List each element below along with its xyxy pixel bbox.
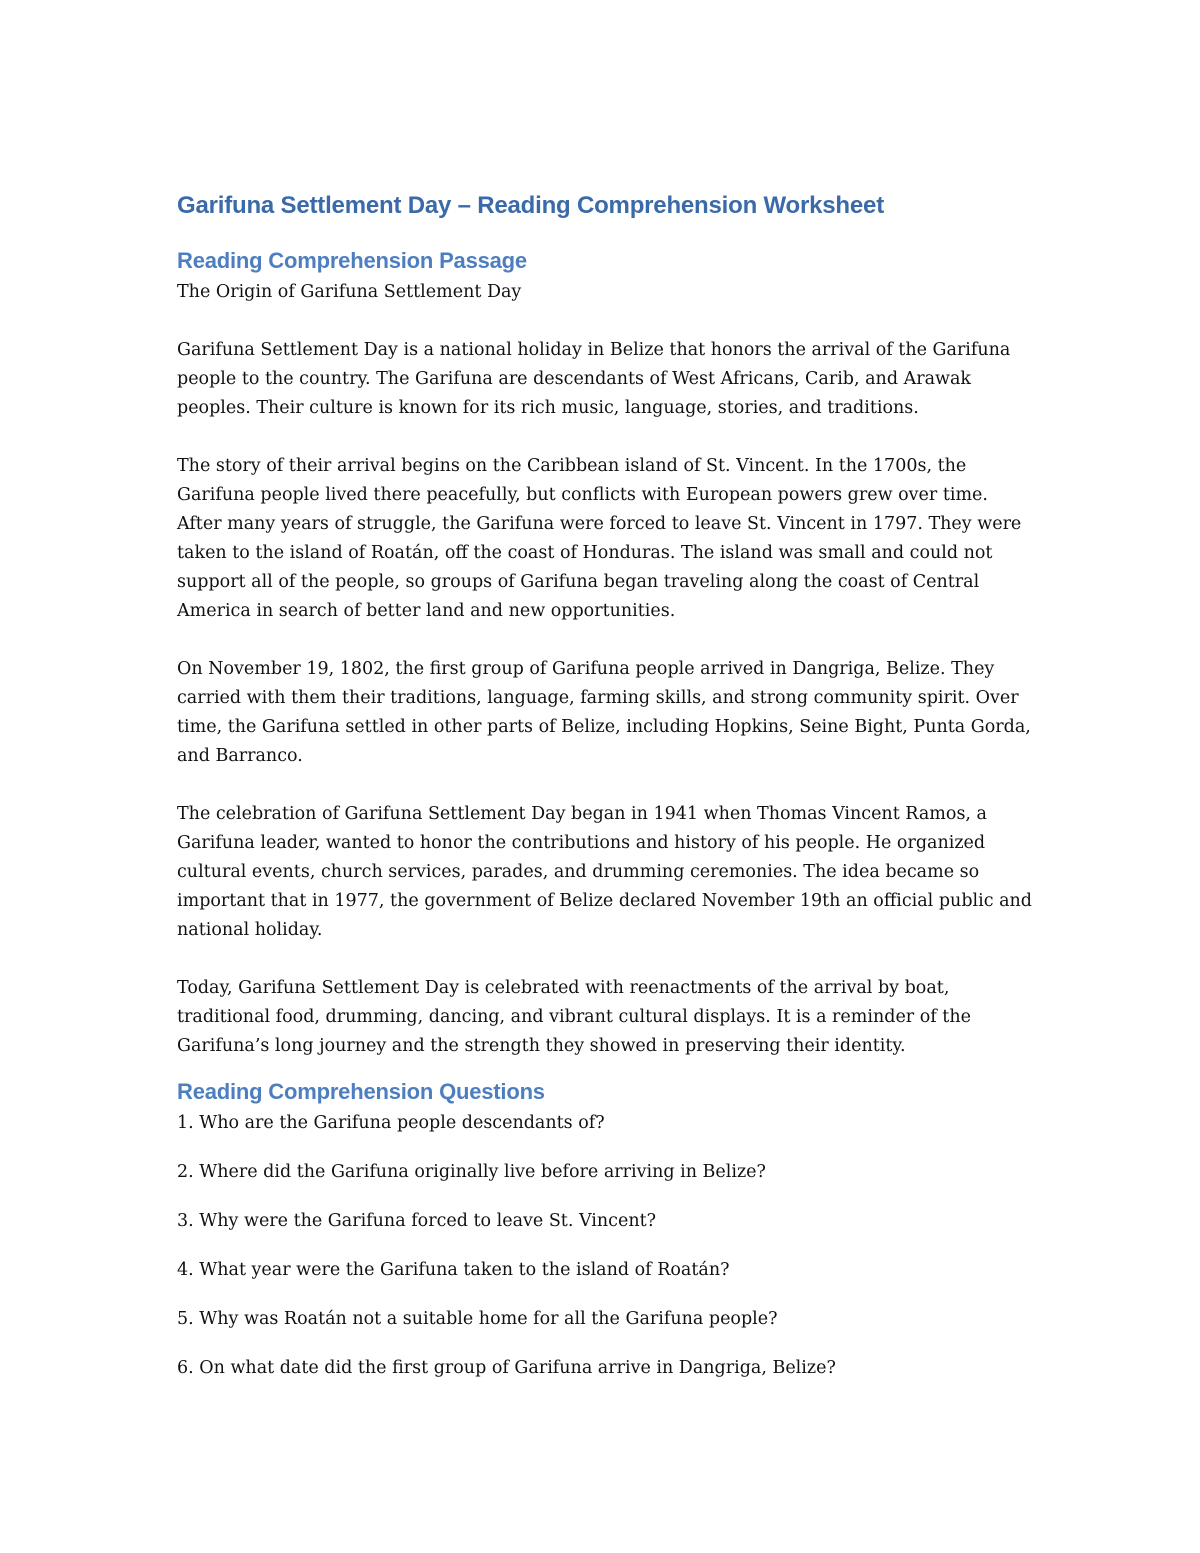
question-item: 4. What year were the Garifuna taken to the island of Roatán? [177, 1260, 730, 1280]
worksheet-page [177, 190, 1037, 1403]
passage-subtitle: The Origin of Garifuna Settlement Day [177, 282, 522, 302]
passage-paragraph: The celebration of Garifuna Settlement Day began in 1941 when Thomas Vincent Ramos, a Garifuna leader, wanted to honor the contributions and history of his people. He organized cultural events, church services, parades, and drumming ceremonies. The idea became so important that in 1977, the government of Belize declared November 19th an official public and national holiday. [177, 804, 1032, 940]
worksheet-title: Garifuna Settlement Day – Reading Comprehension Worksheet [177, 192, 884, 219]
question-item: 2. Where did the Garifuna originally live before arriving in Belize? [177, 1162, 766, 1182]
question-item: 5. Why was Roatán not a suitable home for all the Garifuna people? [177, 1309, 778, 1329]
question-item: 1. Who are the Garifuna people descendants of? [177, 1113, 605, 1133]
question-item: 6. On what date did the first group of Garifuna arrive in Dangriga, Belize? [177, 1358, 836, 1378]
passage-paragraph: Garifuna Settlement Day is a national holiday in Belize that honors the arrival of the Garifuna people to the country. The Garifuna are descendants of West Africans, Carib, and Arawak peoples. Their culture is known for its rich music, language, stories, and traditions. [177, 340, 1011, 418]
questions-list [177, 1109, 1037, 1383]
question-item: 3. Why were the Garifuna forced to leave St. Vincent? [177, 1211, 657, 1231]
passage-paragraph: On November 19, 1802, the first group of Garifuna people arrived in Dangriga, Belize. They carried with them their traditions, language, farming skills, and strong community spirit. Over time, the Garifuna settled in other parts of Belize, including Hopkins, Seine Bight, Punta Gorda, and Barranco. [177, 659, 1031, 766]
passage-heading: Reading Comprehension Passage [177, 248, 527, 273]
questions-heading: Reading Comprehension Questions [177, 1079, 545, 1104]
passage-section [177, 246, 1037, 1061]
passage-paragraph: The story of their arrival begins on the Caribbean island of St. Vincent. In the 1700s, the Garifuna people lived there peacefully, but conflicts with European powers grew over time. After many years of struggle, the Garifuna were forced to leave St. Vincent in 1797. They were taken to the island of Roatán, off the coast of Honduras. The island was small and could not support all of the people, so groups of Garifuna began traveling along the coast of Central America in search of better land and new opportunities. [177, 456, 1022, 621]
passage-paragraph: Today, Garifuna Settlement Day is celebrated with reenactments of the arrival by boat, traditional food, drumming, dancing, and vibrant cultural displays. It is a reminder of the Garifuna’s long journey and the strength they showed in preserving their identity. [177, 978, 971, 1056]
questions-section [177, 1077, 1037, 1383]
